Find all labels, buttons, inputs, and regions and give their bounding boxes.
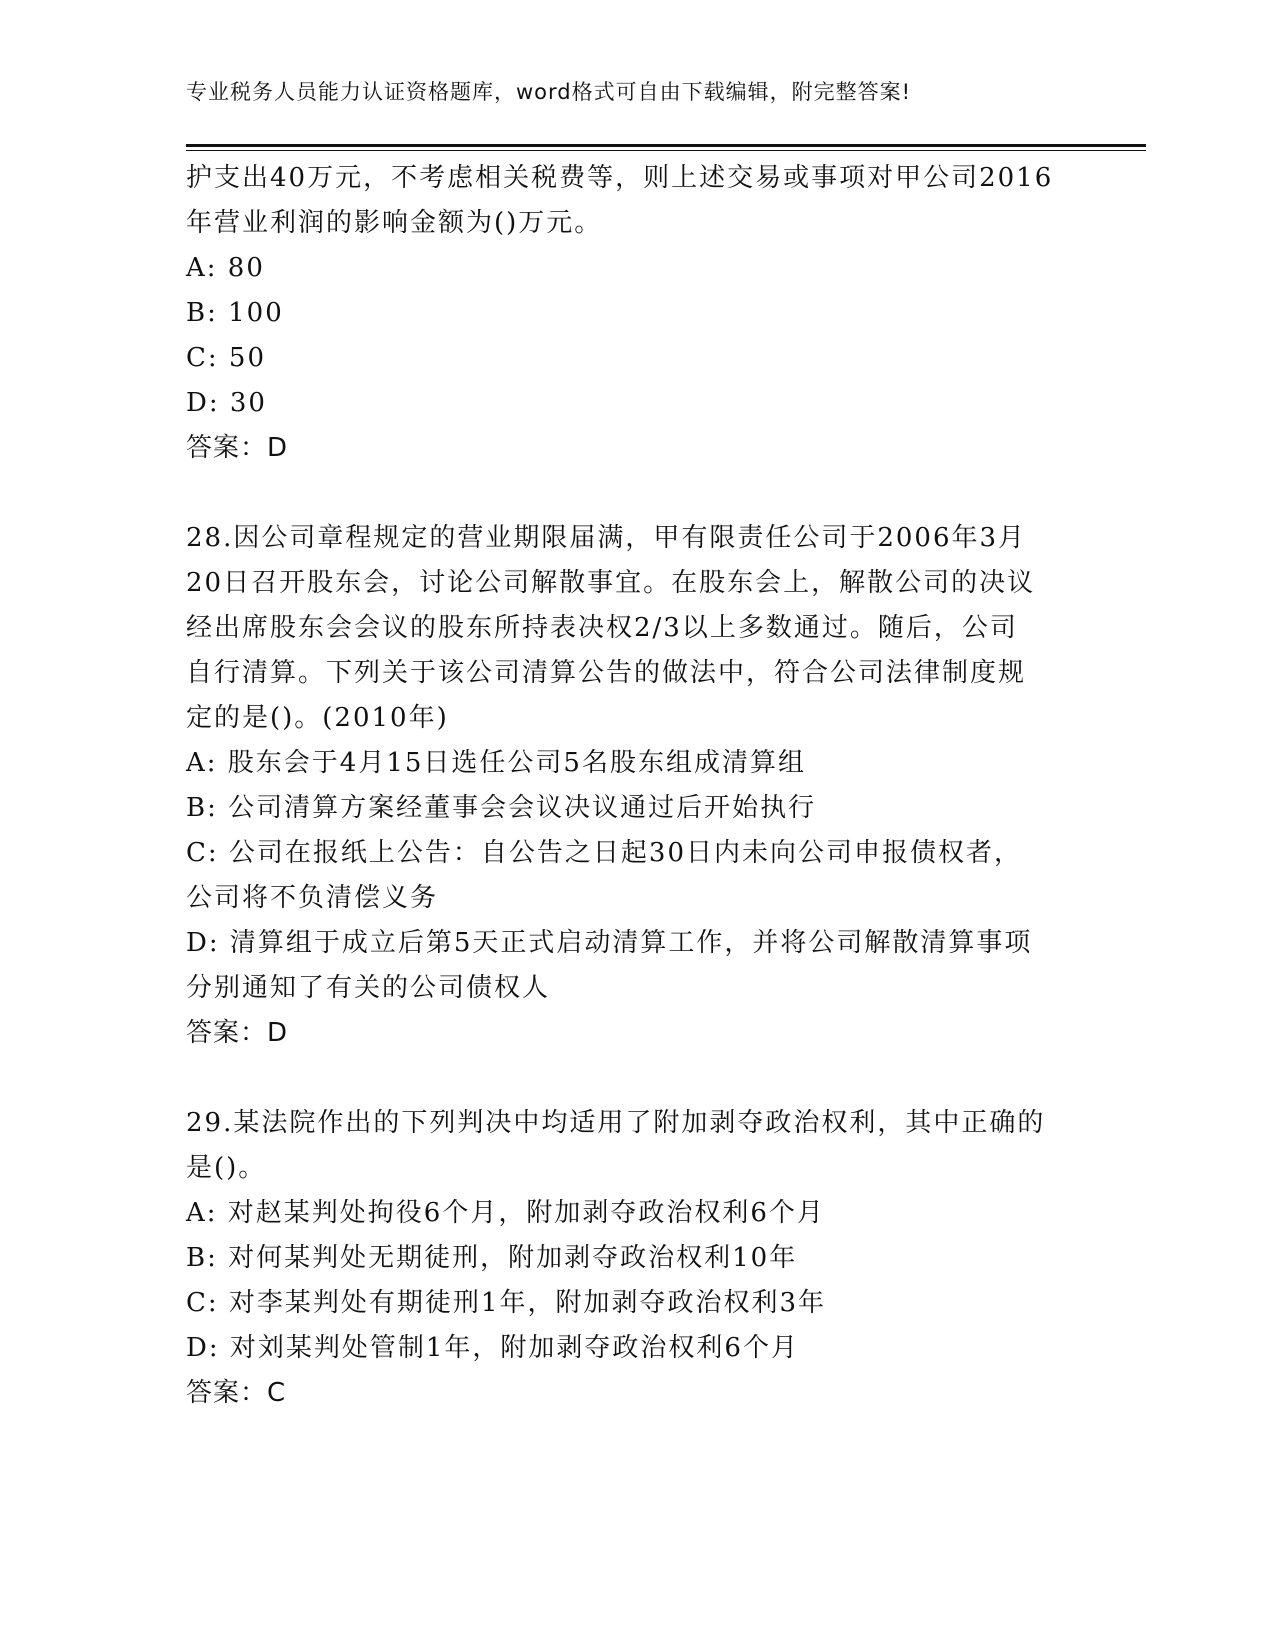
option-a: A: 对赵某判处拘役6个月，附加剥夺政治权利6个月 bbox=[186, 1198, 825, 1228]
answer-line: 答案：C bbox=[186, 1378, 287, 1408]
option-a: A: 股东会于4月15日选任公司5名股东组成清算组 bbox=[186, 748, 806, 778]
header-rule-thick bbox=[186, 144, 1146, 147]
question-stem-line: 经出席股东会会议的股东所持表决权2/3以上多数通过。随后，公司 bbox=[186, 613, 1018, 643]
question-stem-line: 20日召开股东会，讨论公司解散事宜。在股东会上，解散公司的决议 bbox=[186, 568, 1036, 598]
answer-line: 答案：D bbox=[186, 1018, 289, 1048]
spacer bbox=[186, 471, 1086, 516]
option-c: C: 公司在报纸上公告：自公告之日起30日内未向公司申报债权者， bbox=[186, 838, 1023, 868]
page-header: 专业税务人员能力认证资格题库，word格式可自由下载编辑，附完整答案! bbox=[186, 80, 912, 104]
option-c-continued: 公司将不负清偿义务 bbox=[186, 883, 439, 913]
answer-line: 答案：D bbox=[186, 433, 289, 463]
question-stem-line: 自行清算。下列关于该公司清算公告的做法中，符合公司法律制度规 bbox=[186, 658, 1027, 688]
option-d: D: 清算组于成立后第5天正式启动清算工作，并将公司解散清算事项 bbox=[186, 928, 1033, 958]
header-rule-thin bbox=[186, 150, 1146, 151]
option-d: D: 30 bbox=[186, 388, 267, 418]
question-29 bbox=[186, 1101, 1086, 1416]
document-body bbox=[186, 156, 1086, 1416]
option-d-continued: 分别通知了有关的公司债权人 bbox=[186, 973, 551, 1003]
option-c: C: 对李某判处有期徒刑1年，附加剥夺政治权利3年 bbox=[186, 1288, 827, 1318]
option-a: A: 80 bbox=[186, 253, 265, 283]
question-stem-line: 护支出40万元，不考虑相关税费等，则上述交易或事项对甲公司2016 bbox=[186, 163, 1054, 193]
question-stem-line: 28.因公司章程规定的营业期限届满，甲有限责任公司于2006年3月 bbox=[186, 523, 1027, 553]
question-27 bbox=[186, 156, 1086, 471]
question-stem-line: 年营业利润的影响金额为()万元。 bbox=[186, 208, 603, 238]
option-d: D: 对刘某判处管制1年，附加剥夺政治权利6个月 bbox=[186, 1333, 799, 1363]
spacer bbox=[186, 1056, 1086, 1101]
option-b: B: 100 bbox=[186, 298, 284, 328]
question-stem-line: 定的是()。(2010年) bbox=[186, 703, 449, 733]
option-b: B: 公司清算方案经董事会会议决议通过后开始执行 bbox=[186, 793, 817, 823]
question-28 bbox=[186, 516, 1086, 1056]
question-stem-line: 29.某法院作出的下列判决中均适用了附加剥夺政治权利，其中正确的 bbox=[186, 1108, 1046, 1138]
option-b: B: 对何某判处无期徒刑，附加剥夺政治权利10年 bbox=[186, 1243, 798, 1273]
option-c: C: 50 bbox=[186, 343, 267, 373]
question-stem-line: 是()。 bbox=[186, 1153, 267, 1183]
